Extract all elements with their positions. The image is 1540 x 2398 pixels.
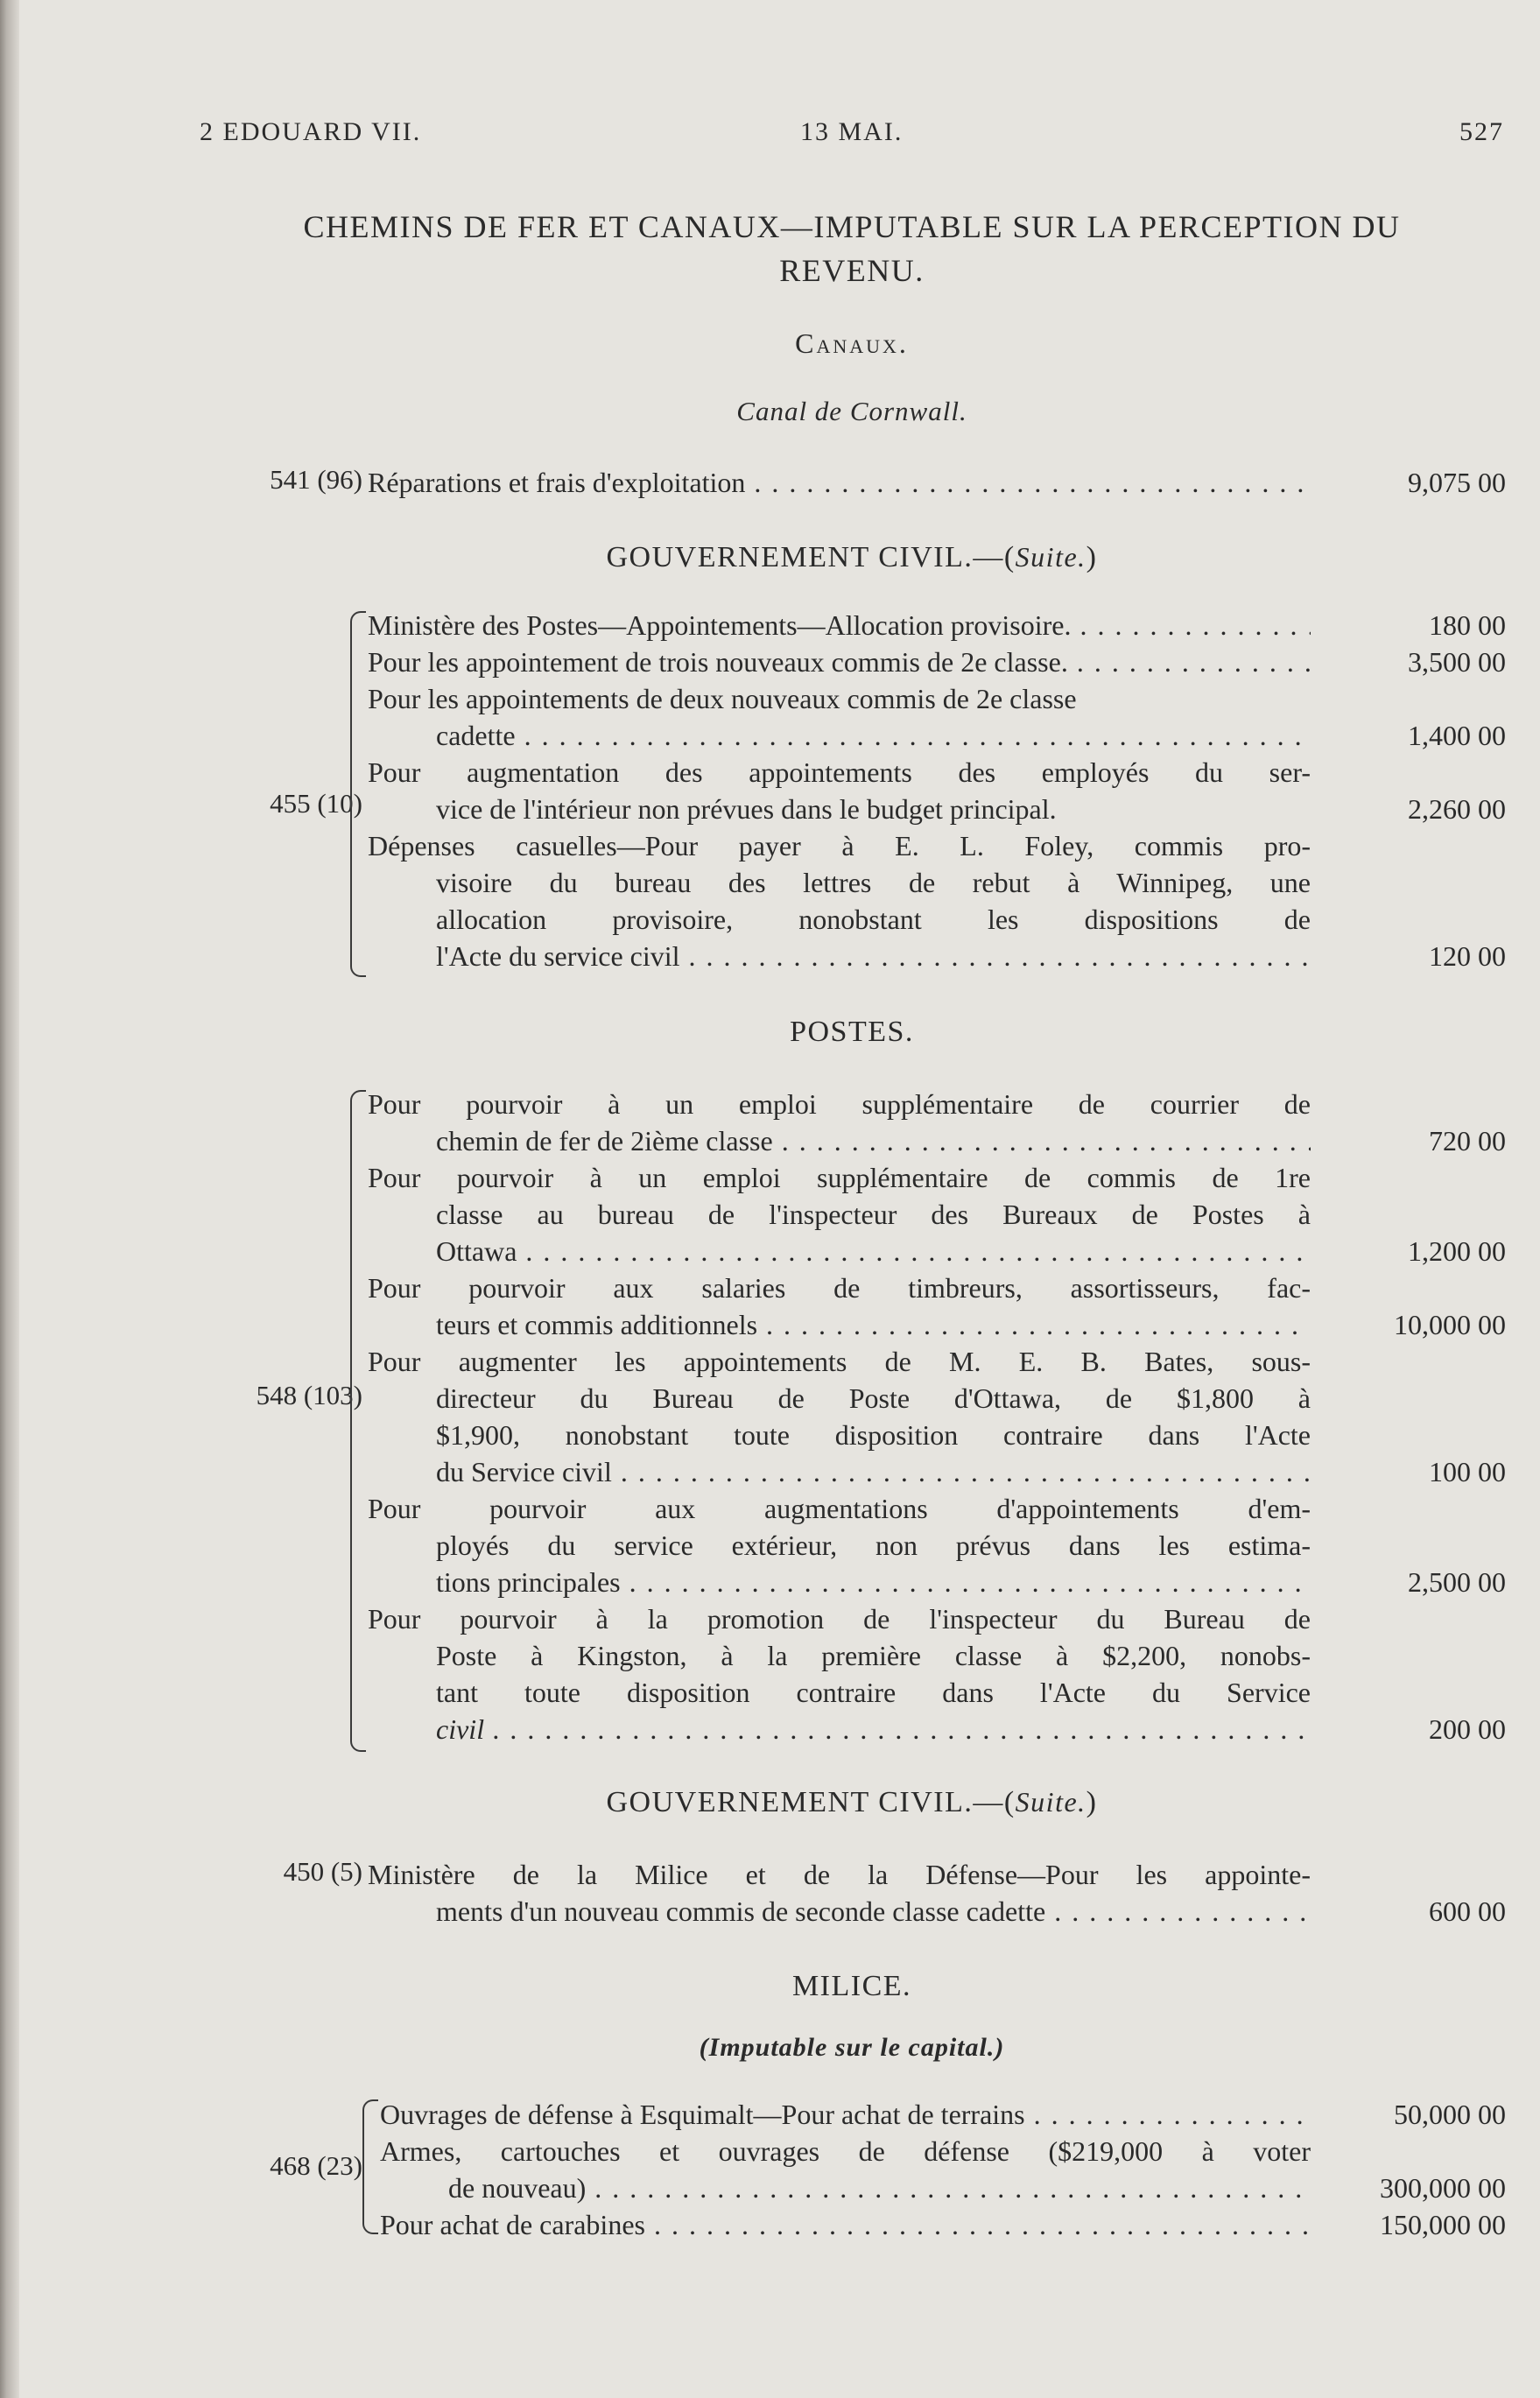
cornwall-vote-ref: 541 (96) [270,464,362,495]
entry-line: Pour pourvoir à la promotion de l'inspecteur du Bureau de [368,1603,1311,1635]
entry-amount: 600 00 [1429,1895,1506,1927]
page-title-line-1: CHEMINS DE FER ET CANAUX—IMPUTABLE SUR LA PERCEPTION DU [303,209,1401,244]
entry-line: Pour augmentation des appointements des employés du ser- [368,756,1311,788]
entry-amount: 3,500 00 [1408,646,1506,678]
entry-line: Pour pourvoir à un emploi supplémentaire de commis de 1re [368,1162,1311,1193]
entry-item [368,1269,1506,1343]
entry-amount: 2,260 00 [1408,793,1506,825]
page-title-line-2: REVENU. [779,253,925,288]
postes-vote-ref: 548 (103) [256,1380,362,1410]
entry-amount: 150,000 00 [1380,2209,1506,2240]
entry-line: Armes, cartouches et ouvrages de défense ($219,000 à voter [380,2135,1311,2167]
entry-item [368,1490,1506,1600]
entry-line: Dépenses casuelles—Pour payer à E. L. Foley, commis pro- [368,830,1311,861]
entry-line: Pour augmenter les appointements de M. E. B. Bates, sous- [368,1346,1311,1377]
entry-line: Réparations et frais d'exploitation . . . [368,464,1311,501]
entry-line: teurs et commis additionnels . . . [436,1306,1311,1343]
entry-item [380,2206,1506,2243]
entry-amount: 9,075 00 [1408,467,1506,498]
entry-amount: 180 00 [1429,609,1506,641]
entry-line: Poste à Kingston, à la première classe à $2,200, nonobs- [436,1640,1311,1671]
entry-amount: 720 00 [1429,1125,1506,1157]
postes-ministry-vote-ref: 455 (10) [270,788,362,819]
entry-line: cadette . . . [436,717,1311,754]
milice-vote-ref: 468 (23) [270,2150,362,2181]
entry-line: visoire du bureau des lettres de rebut à Winnipeg, une [436,867,1311,898]
entry-item [368,1856,1506,1930]
entry-amount: 1,200 00 [1408,1235,1506,1267]
running-header [200,117,1504,156]
entry-item [380,2133,1506,2206]
entry-item [368,607,1506,643]
header-date: 13 MAI. [800,117,904,146]
entry-line: l'Acte du service civil . . . [436,938,1311,974]
entry-item [368,1343,1506,1490]
entry-line: ments d'un nouveau commis de seconde classe cadette . . . [436,1893,1311,1930]
entry-item [380,2096,1506,2133]
entry-line: ployés du service extérieur, non prévus dans les estima- [436,1530,1311,1561]
entry-amount: 1,400 00 [1408,720,1506,751]
entry-line: de nouveau) . . . [448,2169,1311,2206]
entry-line: Pour les appointement de trois nouveaux commis de 2e classe. . . . [368,643,1311,680]
milice-entries [380,2096,1506,2243]
brace-bracket [350,611,366,977]
entry-amount: 100 00 [1429,1456,1506,1487]
entry-line: Ottawa . . . [436,1233,1311,1269]
entry-line: Pour pourvoir aux augmentations d'appointements d'em- [368,1493,1311,1524]
entry-amount: 120 00 [1429,940,1506,972]
entry-line: vice de l'intérieur non prévues dans le budget principal. [436,793,1057,825]
milice-ministry-vote-ref: 450 (5) [283,1856,362,1887]
header-regnal-year: 2 EDOUARD VII. [200,117,422,146]
entry-amount: 300,000 00 [1380,2172,1506,2204]
page-title [200,205,1504,292]
entry-line: Pour pourvoir aux salaries de timbreurs, assortisseurs, fac- [368,1272,1311,1304]
milice-subheading: (Imputable sur le capital.) [699,2033,1005,2062]
postes-entries [368,1086,1506,1748]
entry-item [368,680,1506,754]
entry-line: Pour pourvoir à un emploi supplémentaire de courrier de [368,1088,1311,1120]
entry-line: Ministère des Postes—Appointements—Allocation provisoire. . . . [368,607,1311,643]
entry-item [368,754,1506,827]
entry-line: Ouvrages de défense à Esquimalt—Pour achat de terrains . . . [380,2096,1311,2133]
entry-amount: 200 00 [1429,1713,1506,1745]
entry-line: tant toute disposition contraire dans l'Acte du Service [436,1677,1311,1708]
gouv2-entry [368,1856,1506,1930]
entry-line: allocation provisoire, nonobstant les dispositions de [436,904,1311,935]
entry-amount: 50,000 00 [1394,2099,1506,2130]
brace-bracket [362,2099,378,2234]
canaux-heading: Canaux. [795,327,909,359]
entry-line: Ministère de la Milice et de la Défense—Pour les appointe- [368,1859,1311,1890]
gouvernement-civil-heading-2: GOUVERNEMENT CIVIL.—(Suite.) [606,1786,1098,1818]
milice-heading: MILICE. [791,1970,912,2002]
gouvernement-civil-heading: GOUVERNEMENT CIVIL.—(Suite.) [606,541,1098,573]
page-number: 527 [1459,117,1504,146]
gouv1-entries [368,607,1506,974]
entry-line: Pour les appointements de deux nouveaux commis de 2e classe [368,683,1077,714]
entry-item [368,1086,1506,1159]
cornwall-heading: Canal de Cornwall. [736,396,967,426]
entry-line: chemin de fer de 2ième classe . . . [436,1122,1311,1159]
entry-amount: 10,000 00 [1394,1309,1506,1340]
entry-line: Pour achat de carabines . . . [380,2206,1311,2243]
entry-line: du Service civil . . . [436,1453,1311,1490]
entry-item [368,1159,1506,1269]
entry-amount: 2,500 00 [1408,1566,1506,1598]
entry-line: directeur du Bureau de Poste d'Ottawa, de $1,800 à [436,1382,1311,1414]
entry-item [368,1600,1506,1748]
cornwall-entry [368,464,1506,501]
entry-line: $1,900, nonobstant toute disposition contraire dans l'Acte [436,1419,1311,1451]
entry-line: civil . . . [436,1711,1311,1748]
entry-item [368,827,1506,974]
postes-heading: POSTES. [790,1016,914,1048]
entry-line: tions principales . . . [436,1564,1311,1600]
entry-line: classe au bureau de l'inspecteur des Bureaux de Postes à [436,1199,1311,1230]
brace-bracket [350,1090,366,1752]
entry-item [368,643,1506,680]
